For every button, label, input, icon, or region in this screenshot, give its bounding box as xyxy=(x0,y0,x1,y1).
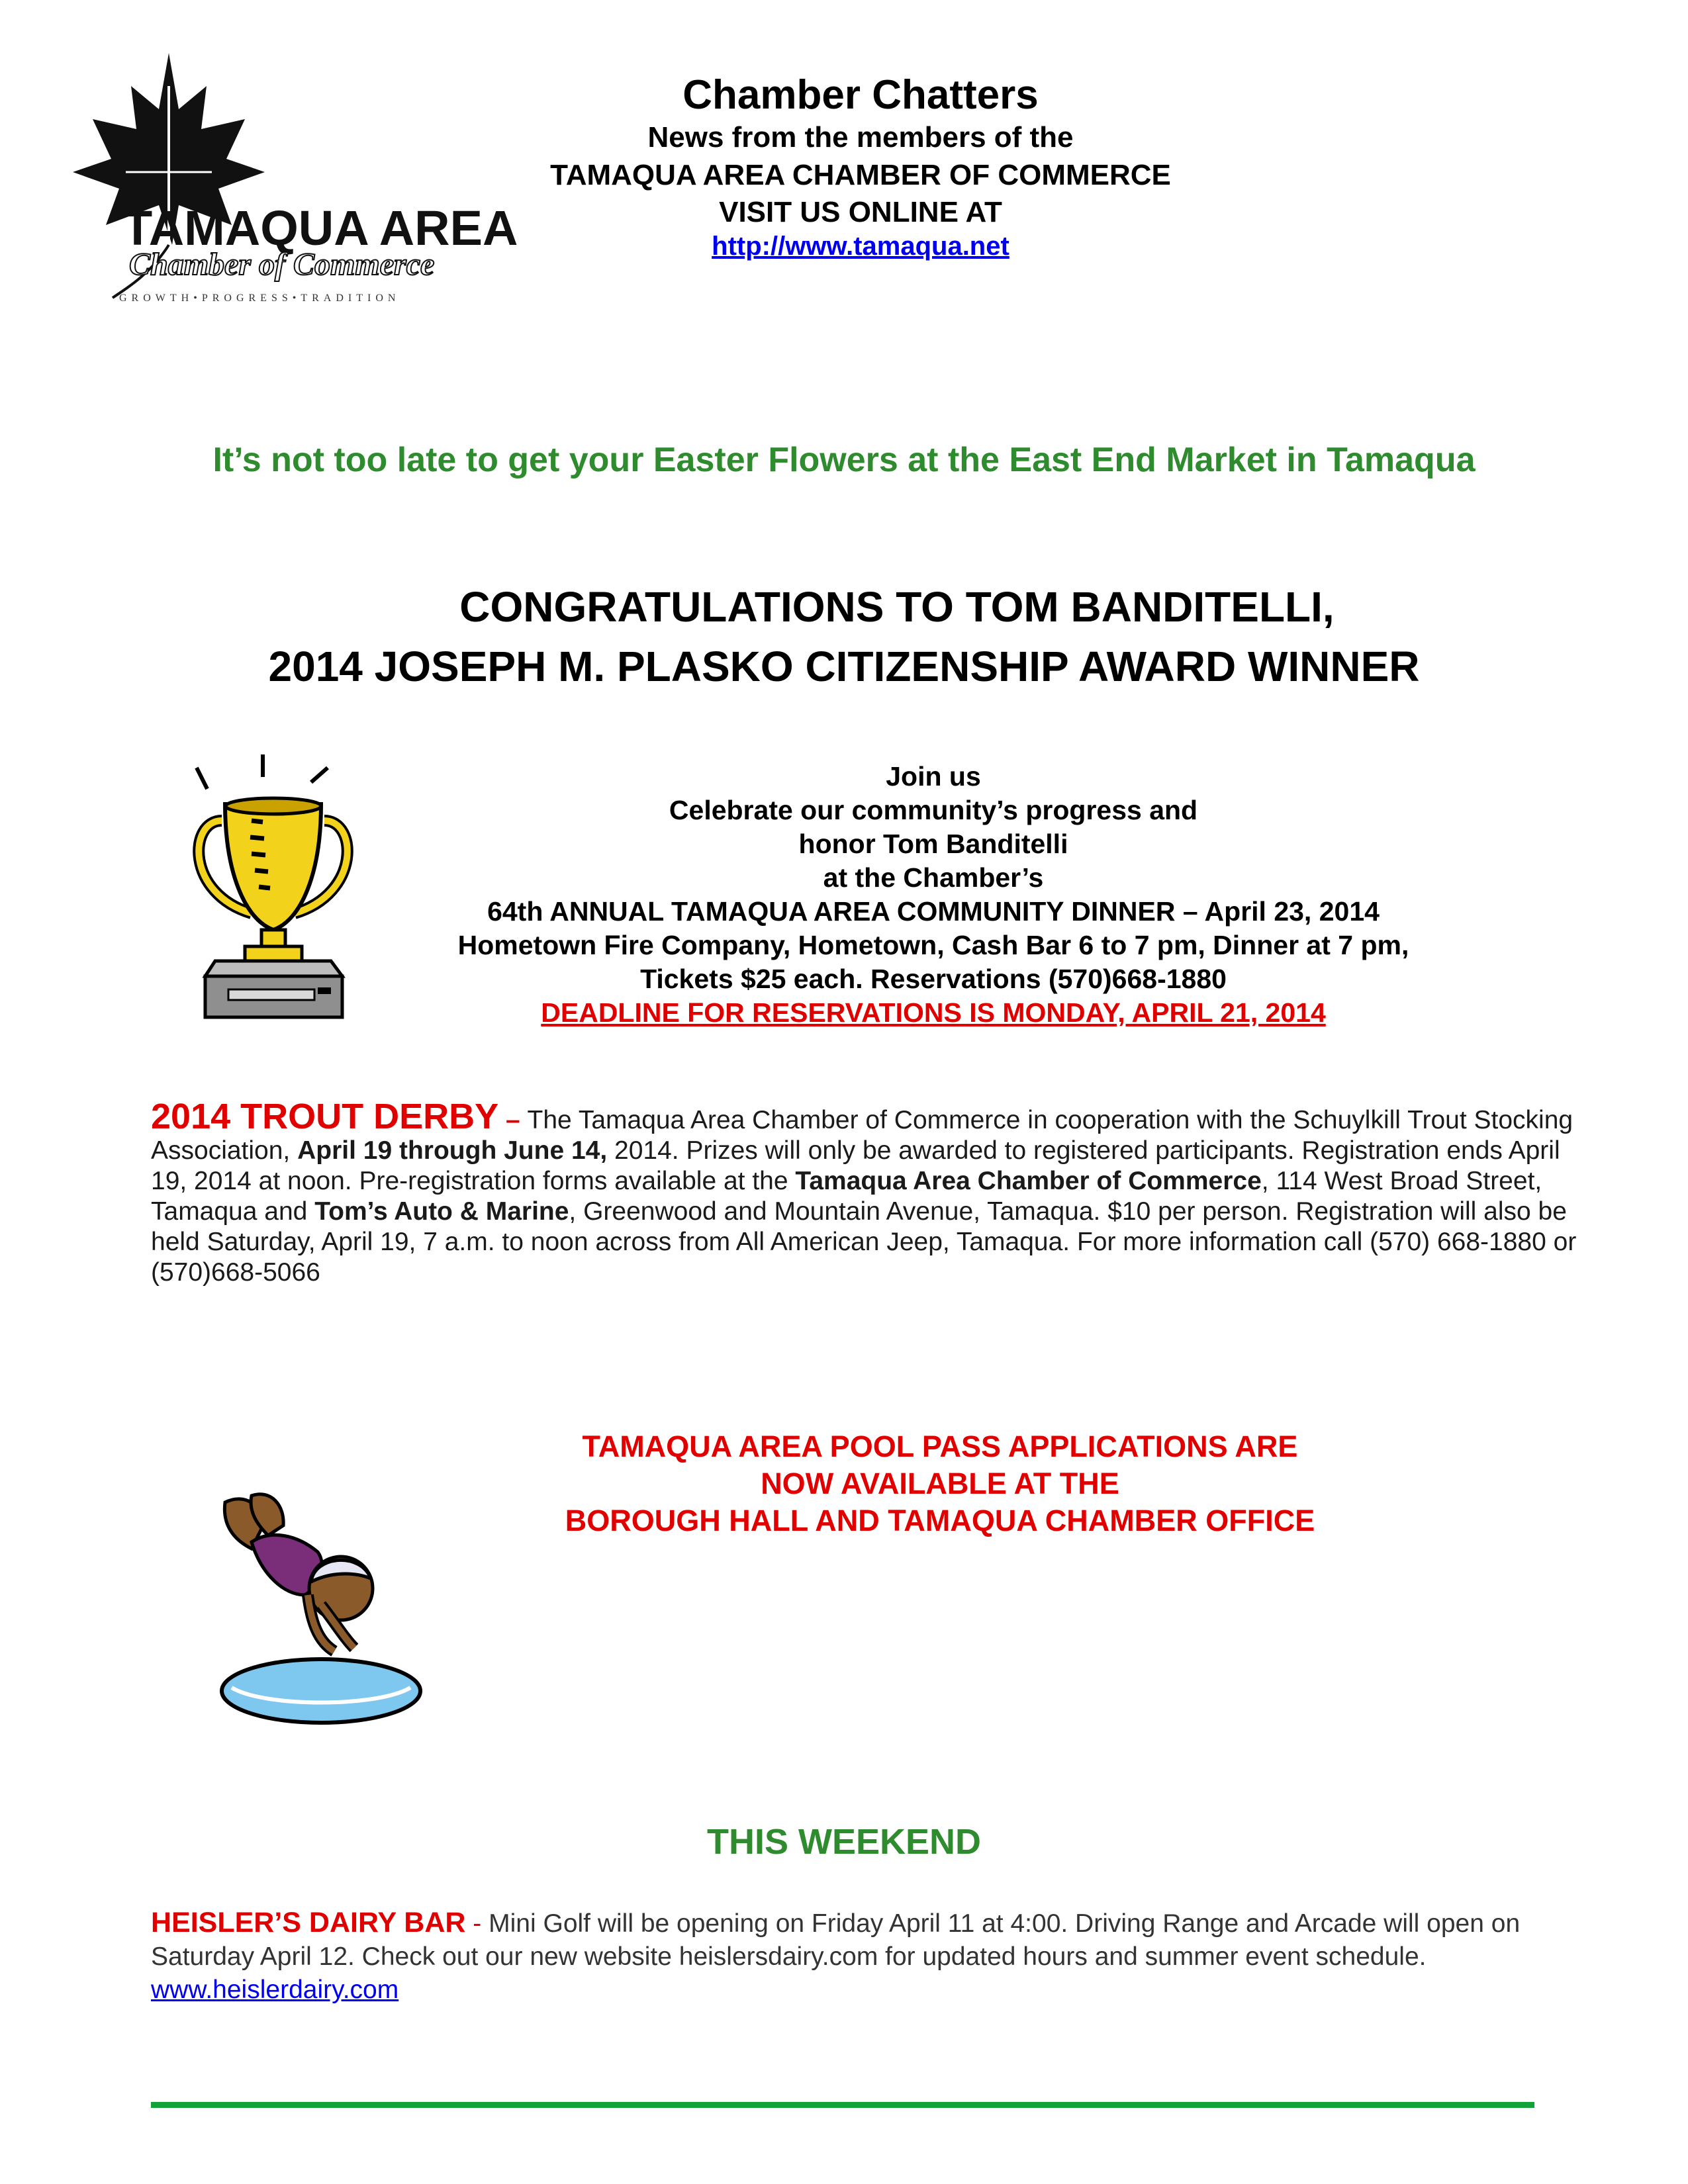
dinner-line-5: 64th ANNUAL TAMAQUA AREA COMMUNITY DINNER – April 23, 2014 xyxy=(487,896,1380,927)
pool-pass-line-3: BOROUGH HALL AND TAMAQUA CHAMBER OFFICE xyxy=(565,1504,1315,1537)
heisler-dairy-paragraph: HEISLER’S DAIRY BAR - Mini Golf will be opening on Friday April 11 at 4:00. Driving Range and Arcade will open on Saturday April 12. Check out our new website heislersdairy.com for updated hours and summer event schedule. www.heislerdairy.com xyxy=(151,1907,1521,2004)
dinner-line-7: Tickets $25 each. Reservations (570)668-1880 xyxy=(640,964,1227,994)
logo-subtitle: Chamber of Commerce xyxy=(129,247,435,282)
pool-pass-line-1: TAMAQUA AREA POOL PASS APPLICATIONS ARE xyxy=(582,1430,1298,1463)
dinner-line-4: at the Chamber’s xyxy=(823,862,1044,893)
header-line-1: News from the members of the xyxy=(647,121,1074,154)
header-line-3: VISIT US ONLINE AT xyxy=(719,196,1002,228)
dinner-line-6: Hometown Fire Company, Hometown, Cash Bar 6 to 7 pm, Dinner at 7 pm, xyxy=(457,930,1409,960)
diving-swimmer-icon xyxy=(212,1489,430,1741)
trout-derby-headline: 2014 TROUT DERBY xyxy=(151,1097,499,1136)
newsletter-title: Chamber Chatters xyxy=(682,72,1039,118)
heisler-website-link[interactable]: www.heislerdairy.com xyxy=(151,1976,399,2004)
award-headline-1: CONGRATULATIONS TO TOM BANDITELLI, xyxy=(459,583,1335,631)
trophy-icon xyxy=(189,748,361,1026)
trout-derby-paragraph: 2014 TROUT DERBY – The Tamaqua Area Chamber of Commerce in cooperation with the Schuylkill Trout Stocking Association, April 19 through June 14, 2014. Prizes will only be awarded to registered participants. Registration ends April 19, 2014 at noon. Pre-registration forms available at the Tamaqua Area Chamber of Commerce, 114 West Broad Street, Tamaqua and Tom’s Auto & Marine, Greenwood and Mountain Avenue, Tamaqua. $10 per person. Registration will also be held Saturday, April 19, 7 a.m. to noon across from All American Jeep, Tamaqua. For more information call (570) 668-1880 or (570)668-5066 xyxy=(151,1097,1577,1287)
this-weekend-heading: THIS WEEKEND xyxy=(706,1822,982,1862)
heisler-name: HEISLER’S DAIRY BAR xyxy=(151,1907,466,1938)
pool-pass-line-2: NOW AVAILABLE AT THE xyxy=(761,1467,1119,1500)
chamber-logo xyxy=(53,46,518,311)
dinner-line-2: Celebrate our community’s progress and xyxy=(669,795,1198,825)
logo-name: TAMAQUA AREA xyxy=(122,201,518,255)
footer-divider xyxy=(151,2102,1534,2108)
award-headline-2: 2014 JOSEPH M. PLASKO CITIZENSHIP AWARD WINNER xyxy=(268,643,1420,690)
easter-flowers-notice: It’s not too late to get your Easter Flowers at the East End Market in Tamaqua xyxy=(212,441,1476,479)
dinner-line-1: Join us xyxy=(886,761,981,792)
website-link[interactable]: http://www.tamaqua.net xyxy=(712,232,1009,261)
reservation-deadline: DEADLINE FOR RESERVATIONS IS MONDAY, APRIL 21, 2014 xyxy=(541,997,1326,1028)
dinner-line-3: honor Tom Banditelli xyxy=(798,829,1068,859)
logo-tagline: GROWTH•PROGRESS•TRADITION xyxy=(119,293,400,304)
header-line-2: TAMAQUA AREA CHAMBER OF COMMERCE xyxy=(550,159,1171,191)
